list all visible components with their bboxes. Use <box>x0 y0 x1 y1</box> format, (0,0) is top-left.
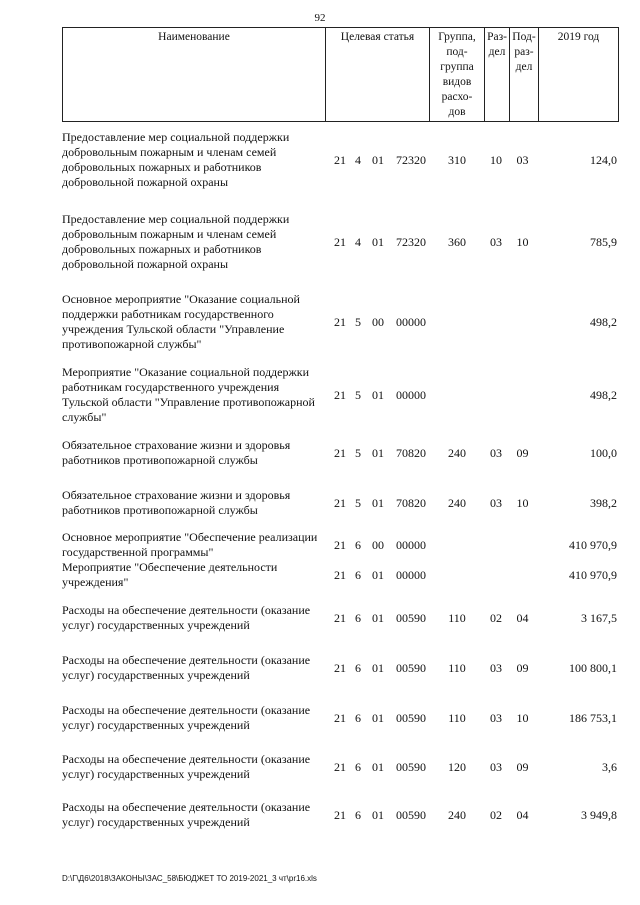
cell-amount: 100,0 <box>590 446 617 460</box>
header-name-text: Наименование <box>158 31 230 43</box>
cell-group: 240 <box>448 496 466 510</box>
cell-cs-subprogram: 6 <box>355 711 361 725</box>
header-subsection-line: Под- <box>512 31 536 43</box>
cell-cs-subprogram: 5 <box>355 496 361 510</box>
cell-cs-program: 21 <box>334 808 346 822</box>
cell-cs-subprogram: 6 <box>355 611 361 625</box>
cell-subsection: 09 <box>516 446 529 460</box>
cell-cs-event: 01 <box>372 388 384 402</box>
header-subsection <box>509 28 538 121</box>
cell-group: 240 <box>448 446 466 460</box>
cell-name: Мероприятие "Оказание социальной поддержки работникам государственного учреждения Тульской области "Управление противопожарной службы" <box>62 365 315 424</box>
cell-section: 03 <box>490 496 502 510</box>
cell-group: 110 <box>448 661 466 675</box>
cell-group: 110 <box>448 611 466 625</box>
cell-name: Расходы на обеспечение деятельности (оказание услуг) государственных учреждений <box>62 752 311 781</box>
cell-cs-event: 01 <box>372 496 384 510</box>
cell-cs-direction: 72320 <box>396 235 426 249</box>
cell-section: 02 <box>490 808 502 822</box>
header-year-text: 2019 год <box>557 31 600 43</box>
cell-cs-event: 01 <box>372 153 384 167</box>
table-row <box>62 603 619 633</box>
cell-cs-event: 01 <box>372 611 384 625</box>
cell-amount: 3 167,5 <box>581 611 617 625</box>
cell-cs-program: 21 <box>334 568 346 582</box>
table-row <box>62 292 619 352</box>
header-section <box>484 28 509 121</box>
cell-cs-direction: 00590 <box>396 760 426 774</box>
cell-cs-program: 21 <box>334 538 346 552</box>
cell-name: Обязательное страхование жизни и здоровья работников противопожарной службы <box>62 438 291 467</box>
cell-section: 02 <box>490 611 502 625</box>
cell-cs-subprogram: 4 <box>355 235 361 249</box>
cell-cs-subprogram: 6 <box>355 661 361 675</box>
cell-cs-event: 01 <box>372 760 384 774</box>
cell-cs-program: 21 <box>334 388 346 402</box>
cell-cs-program: 21 <box>334 496 346 510</box>
table-row <box>62 703 619 733</box>
table-row <box>62 530 619 560</box>
cell-cs-direction: 00000 <box>396 388 426 402</box>
cell-amount: 410 970,9 <box>569 568 617 582</box>
cell-amount: 100 800,1 <box>569 661 617 675</box>
cell-cs-direction: 00590 <box>396 808 426 822</box>
header-year <box>538 28 618 121</box>
header-subsection-line: раз- <box>514 46 534 58</box>
cell-amount: 498,2 <box>590 315 617 329</box>
cell-cs-subprogram: 6 <box>355 538 361 552</box>
table-row <box>62 438 619 468</box>
cell-cs-event: 01 <box>372 235 384 249</box>
header-group-line: Группа, <box>438 31 476 43</box>
cell-name: Обязательное страхование жизни и здоровья работников противопожарной службы <box>62 488 291 517</box>
cell-amount: 410 970,9 <box>569 538 617 552</box>
cell-cs-event: 01 <box>372 446 384 460</box>
header-group-line: группа <box>440 61 474 73</box>
cell-cs-direction: 00000 <box>396 315 426 329</box>
cell-name: Мероприятие "Обеспечение деятельности учреждения" <box>62 560 278 589</box>
cell-section: 03 <box>490 661 502 675</box>
cell-amount: 124,0 <box>590 153 617 167</box>
cell-subsection: 09 <box>516 760 529 774</box>
cell-group: 120 <box>448 760 466 774</box>
cell-subsection: 04 <box>516 808 529 822</box>
cell-cs-direction: 70820 <box>396 446 426 460</box>
cell-cs-event: 01 <box>372 661 384 675</box>
header-name <box>63 28 325 121</box>
cell-subsection: 03 <box>516 153 529 167</box>
file-path-footer: D:\Г\Д6\2018\ЗАКОНЫ\ЗАС_58\БЮДЖЕТ ТО 2019-2021_3 чт\pr16.xls <box>62 874 317 883</box>
cell-cs-subprogram: 5 <box>355 315 361 329</box>
cell-cs-program: 21 <box>334 611 346 625</box>
cell-group: 310 <box>448 153 466 167</box>
cell-section: 10 <box>490 153 502 167</box>
cell-cs-event: 01 <box>372 568 384 582</box>
cell-amount: 3 949,8 <box>581 808 617 822</box>
table-header <box>62 27 619 122</box>
cell-name: Расходы на обеспечение деятельности (оказание услуг) государственных учреждений <box>62 800 311 829</box>
cell-cs-program: 21 <box>334 711 346 725</box>
cell-cs-subprogram: 6 <box>355 568 361 582</box>
cell-cs-direction: 00590 <box>396 711 426 725</box>
page-number: 92 <box>314 12 326 24</box>
header-section-line: дел <box>488 46 506 58</box>
cell-cs-event: 01 <box>372 808 384 822</box>
cell-cs-direction: 00000 <box>396 568 426 582</box>
cell-cs-program: 21 <box>334 153 346 167</box>
cell-cs-program: 21 <box>334 235 346 249</box>
header-subsection-line: дел <box>515 61 533 73</box>
cell-subsection: 09 <box>516 661 529 675</box>
cell-cs-event: 00 <box>372 538 384 552</box>
cell-cs-subprogram: 6 <box>355 760 361 774</box>
cell-group: 240 <box>448 808 466 822</box>
cell-cs-subprogram: 5 <box>355 388 361 402</box>
header-section-line: Раз- <box>487 31 507 43</box>
cell-cs-program: 21 <box>334 446 346 460</box>
cell-subsection: 10 <box>516 496 529 510</box>
cell-name: Основное мероприятие "Обеспечение реализации государственной программы" <box>62 530 318 559</box>
header-group-line: дов <box>448 106 466 118</box>
table-row <box>62 560 619 590</box>
cell-name: Расходы на обеспечение деятельности (оказание услуг) государственных учреждений <box>62 603 311 632</box>
cell-name: Предоставление мер социальной поддержки добровольным пожарным и членам семей добровольных пожарных и работников добровольной пожарной охраны <box>62 130 290 189</box>
cell-amount: 186 753,1 <box>569 711 617 725</box>
table-row <box>62 212 619 272</box>
header-group-line: видов <box>442 76 472 88</box>
cell-cs-subprogram: 5 <box>355 446 361 460</box>
cell-cs-direction: 00590 <box>396 661 426 675</box>
cell-amount: 398,2 <box>590 496 617 510</box>
cell-cs-program: 21 <box>334 661 346 675</box>
cell-amount: 3,6 <box>602 760 617 774</box>
cell-cs-program: 21 <box>334 315 346 329</box>
cell-section: 03 <box>490 235 502 249</box>
cell-group: 360 <box>448 235 466 249</box>
cell-cs-direction: 00590 <box>396 611 426 625</box>
cell-name: Предоставление мер социальной поддержки добровольным пожарным и членам семей добровольных пожарных и работников добровольной пожарной охраны <box>62 212 290 271</box>
cell-section: 03 <box>490 711 502 725</box>
table-row <box>62 488 619 518</box>
cell-cs-subprogram: 4 <box>355 153 361 167</box>
cell-amount: 498,2 <box>590 388 617 402</box>
cell-cs-event: 00 <box>372 315 384 329</box>
cell-section: 03 <box>490 760 502 774</box>
cell-subsection: 10 <box>516 235 529 249</box>
cell-subsection: 04 <box>516 611 529 625</box>
cell-amount: 785,9 <box>590 235 617 249</box>
cell-cs-subprogram: 6 <box>355 808 361 822</box>
table-row <box>62 752 619 782</box>
header-group-line: расхо- <box>441 91 473 103</box>
cell-name: Основное мероприятие "Оказание социальной поддержки работникам государственного учреждения Тульской области "Управление противопожарной службы" <box>62 292 300 351</box>
header-group-line: под- <box>446 46 468 58</box>
cell-subsection: 10 <box>516 711 529 725</box>
table-row <box>62 130 619 190</box>
cell-name: Расходы на обеспечение деятельности (оказание услуг) государственных учреждений <box>62 653 311 682</box>
table-row <box>62 365 619 425</box>
cell-section: 03 <box>490 446 502 460</box>
cell-name: Расходы на обеспечение деятельности (оказание услуг) государственных учреждений <box>62 703 311 732</box>
cell-cs-event: 01 <box>372 711 384 725</box>
cell-cs-direction: 72320 <box>396 153 426 167</box>
header-target <box>325 28 429 121</box>
cell-cs-program: 21 <box>334 760 346 774</box>
table-row <box>62 653 619 683</box>
cell-cs-direction: 00000 <box>396 538 426 552</box>
header-group <box>429 28 484 121</box>
cell-cs-direction: 70820 <box>396 496 426 510</box>
table-row <box>62 800 619 830</box>
header-target-text: Целевая статья <box>340 31 415 43</box>
cell-group: 110 <box>448 711 466 725</box>
